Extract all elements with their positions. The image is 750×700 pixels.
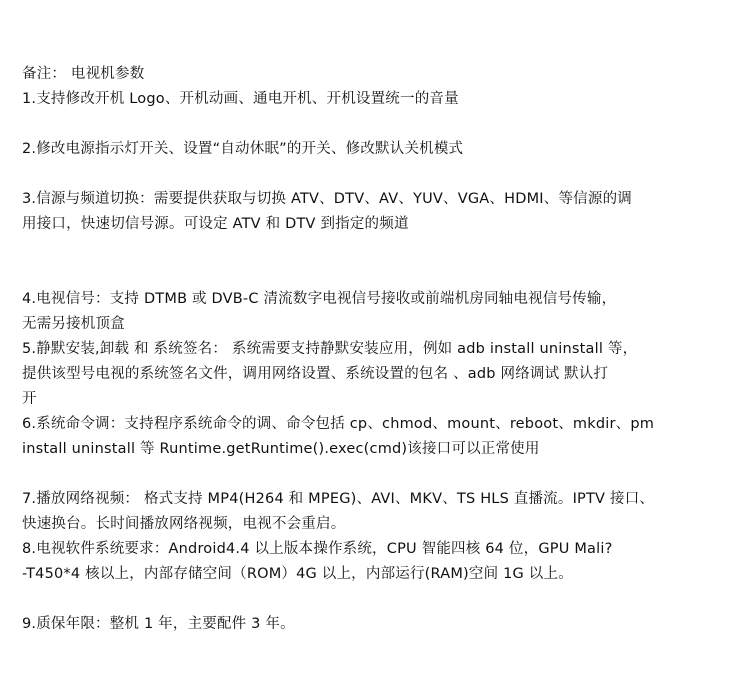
item-7-line-2: 快速换台。长时间播放网络视频，电视不会重启。: [22, 516, 346, 532]
item-8-line-1: 8.电视软件系统要求：Android4.4 以上版本操作系统，CPU 智能四核 64 位，GPU Mali?: [22, 541, 613, 557]
item-1-line-1: 1.支持修改开机 Logo、开机动画、通电开机、开机设置统一的音量: [22, 91, 459, 107]
item-2-line-1: 2.修改电源指示灯开关、设置“自动休眠”的开关、修改默认关机模式: [22, 141, 464, 157]
item-6: [22, 412, 722, 462]
item-8: [22, 537, 722, 587]
item-7: [22, 487, 722, 537]
document-body: [22, 62, 722, 637]
item-3-line-2: 用接口，快速切信号源。可设定 ATV 和 DTV 到指定的频道: [22, 216, 409, 232]
spacer: [22, 112, 722, 137]
note-title: 备注： 电视机参数: [22, 66, 145, 82]
item-5: [22, 337, 722, 412]
item-8-line-2: -T450*4 核以上，内部存储空间（ROM）4G 以上，内部运行(RAM)空间 1G 以上。: [22, 566, 573, 582]
spacer: [22, 462, 722, 487]
spacer: [22, 162, 722, 187]
item-4: [22, 287, 722, 337]
item-9-line-1: 9.质保年限：整机 1 年，主要配件 3 年。: [22, 616, 295, 632]
item-2: [22, 137, 722, 162]
item-5-line-3: 开: [22, 391, 37, 407]
item-6-line-2: install uninstall 等 Runtime.getRuntime().exec(cmd)该接口可以正常使用: [22, 441, 540, 457]
item-4-line-2: 无需另接机顶盒: [22, 316, 125, 332]
item-3-line-1: 3.信源与频道切换：需要提供获取与切换 ATV、DTV、AV、YUV、VGA、HDMI、等信源的调: [22, 191, 632, 207]
item-5-line-2: 提供该型号电视的系统签名文件，调用网络设置、系统设置的包名 、adb 网络调试 默认打: [22, 366, 609, 382]
item-5-line-1: 5.静默安装,卸载 和 系统签名： 系统需要支持静默安装应用，例如 adb install uninstall 等，: [22, 341, 638, 357]
item-9: [22, 612, 722, 637]
item-3: [22, 187, 722, 237]
item-7-line-1: 7.播放网络视频： 格式支持 MP4(H264 和 MPEG)、AVI、MKV、TS HLS 直播流。IPTV 接口、: [22, 491, 655, 507]
item-6-line-1: 6.系统命令调：支持程序系统命令的调、命令包括 cp、chmod、mount、reboot、mkdir、pm: [22, 416, 655, 432]
spacer: [22, 587, 722, 612]
item-4-line-1: 4.电视信号：支持 DTMB 或 DVB-C 清流数字电视信号接收或前端机房同轴电视信号传输，: [22, 291, 617, 307]
item-1: [22, 87, 722, 112]
spacer: [22, 237, 722, 287]
